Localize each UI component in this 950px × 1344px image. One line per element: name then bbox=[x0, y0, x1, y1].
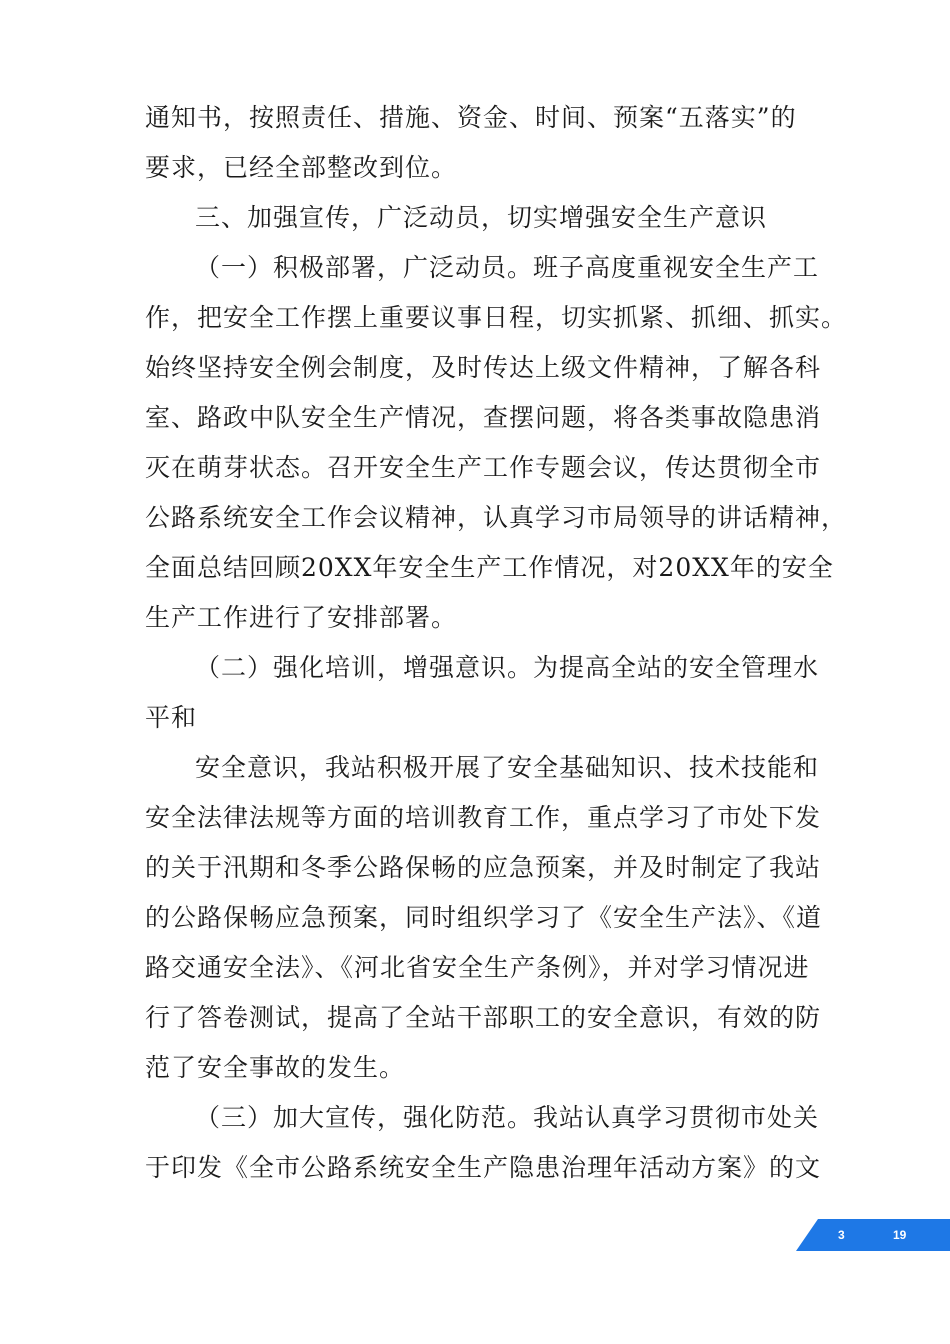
page-footer-bar bbox=[796, 1219, 950, 1251]
section-heading: 三、加强宣传，广泛动员，切实增强安全生产意识 bbox=[195, 203, 768, 232]
text-line: 安全意识，我站积极开展了安全基础知识、技术技能和 bbox=[195, 753, 820, 782]
text-line: 的关于汛期和冬季公路保畅的应急预案，并及时制定了我站 bbox=[145, 853, 822, 882]
text-line: 范了安全事故的发生。 bbox=[145, 1053, 406, 1082]
text-line: 作，把安全工作摆上重要议事日程，切实抓紧、抓细、抓实。 bbox=[145, 303, 848, 332]
text-line: 生产工作进行了安排部署。 bbox=[145, 603, 458, 632]
current-page-number: 3 bbox=[838, 1228, 845, 1242]
text-line: 路交通安全法》、《河北省安全生产条例》，并对学习情况进 bbox=[145, 953, 810, 982]
text-line: 公路系统安全工作会议精神，认真学习市局领导的讲话精神， bbox=[145, 503, 848, 532]
text-line: 行了答卷测试，提高了全站干部职工的安全意识，有效的防 bbox=[145, 1003, 822, 1032]
text-line: 室、路政中队安全生产情况，查摆问题，将各类事故隐患消 bbox=[145, 403, 822, 432]
text-line: 安全法律法规等方面的培训教育工作，重点学习了市处下发 bbox=[145, 803, 822, 832]
subsection-heading: （一）积极部署，广泛动员。班子高度重视安全生产工 bbox=[195, 253, 820, 282]
text-line: 通知书，按照责任、措施、资金、时间、预案“五落实”的 bbox=[145, 103, 797, 132]
text-line: 平和 bbox=[145, 703, 198, 732]
text-line: 始终坚持安全例会制度，及时传达上级文件精神，了解各科 bbox=[145, 353, 822, 382]
text-line: 灭在萌芽状态。召开安全生产工作专题会议，传达贯彻全市 bbox=[145, 453, 822, 482]
text-line: 的公路保畅应急预案，同时组织学习了《安全生产法》、《道 bbox=[145, 903, 823, 932]
subsection-heading: （三）加大宣传，强化防范。我站认真学习贯彻市处关 bbox=[195, 1103, 820, 1132]
text-line: 于印发《全市公路系统安全生产隐患治理年活动方案》的文 bbox=[145, 1153, 822, 1182]
subsection-heading: （二）强化培训，增强意识。为提高全站的安全管理水 bbox=[195, 653, 820, 682]
text-line: 要求，已经全部整改到位。 bbox=[145, 153, 458, 182]
text-line: 全面总结回顾20XX年安全生产工作情况，对20XX年的安全 bbox=[145, 553, 834, 582]
total-pages-number: 19 bbox=[893, 1228, 907, 1242]
